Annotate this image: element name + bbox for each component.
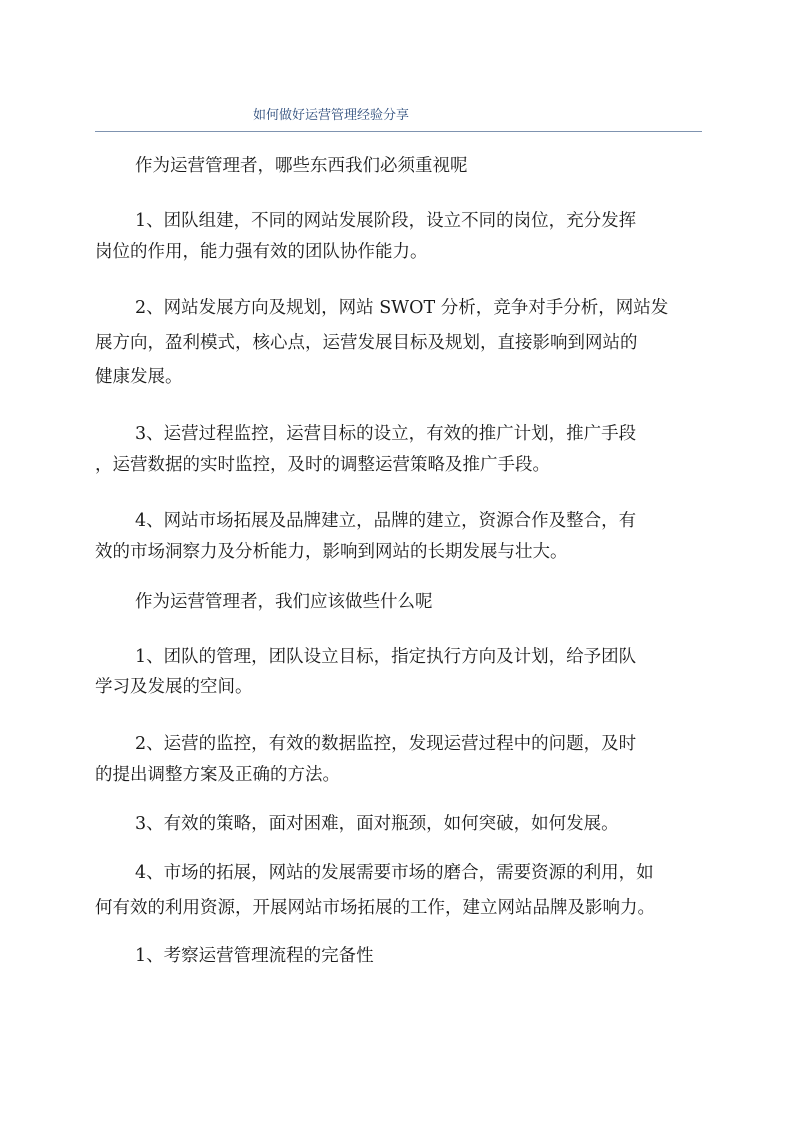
section-heading: 作为运营管理者，我们应该做些什么呢 [135, 592, 433, 612]
header-divider [95, 131, 702, 132]
paragraph-line: 何有效的利用资源，开展网站市场拓展的工作，建立网站品牌及影响力。 [95, 898, 655, 918]
paragraph-line: 的提出调整方案及正确的方法。 [95, 765, 340, 785]
paragraph-line: 3、有效的策略，面对困难，面对瓶颈，如何突破，如何发展。 [135, 814, 619, 834]
section-heading: 作为运营管理者，哪些东西我们必须重视呢 [135, 156, 468, 176]
paragraph-line: 展方向，盈利模式，核心点，运营发展目标及规划，直接影响到网站的 [95, 333, 638, 353]
paragraph-line: 2、网站发展方向及规划，网站 SWOT 分析，竞争对手分析，网站发 [135, 298, 669, 318]
paragraph-line: ，运营数据的实时监控，及时的调整运营策略及推广手段。 [95, 455, 550, 475]
header-title: 如何做好运营管理经验分享 [253, 108, 410, 123]
paragraph-line: 2、运营的监控，有效的数据监控，发现运营过程中的问题，及时 [135, 734, 637, 754]
paragraph-line: 岗位的作用，能力强有效的团队协作能力。 [95, 242, 428, 262]
paragraph-line: 1、团队的管理，团队设立目标，指定执行方向及计划，给予团队 [135, 647, 637, 667]
paragraph-line: 4、市场的拓展，网站的发展需要市场的磨合，需要资源的利用，如 [135, 863, 654, 883]
paragraph-line: 效的市场洞察力及分析能力，影响到网站的长期发展与壮大。 [95, 542, 568, 562]
paragraph-line: 学习及发展的空间。 [95, 677, 253, 697]
section-heading: 1、考察运营管理流程的完备性 [135, 946, 374, 966]
paragraph-line: 4、网站市场拓展及品牌建立，品牌的建立，资源合作及整合，有 [135, 511, 637, 531]
paragraph-line: 健康发展。 [95, 367, 183, 387]
paragraph-line: 1、团队组建，不同的网站发展阶段，设立不同的岗位，充分发挥 [135, 211, 637, 231]
paragraph-line: 3、运营过程监控，运营目标的设立，有效的推广计划，推广手段 [135, 424, 637, 444]
